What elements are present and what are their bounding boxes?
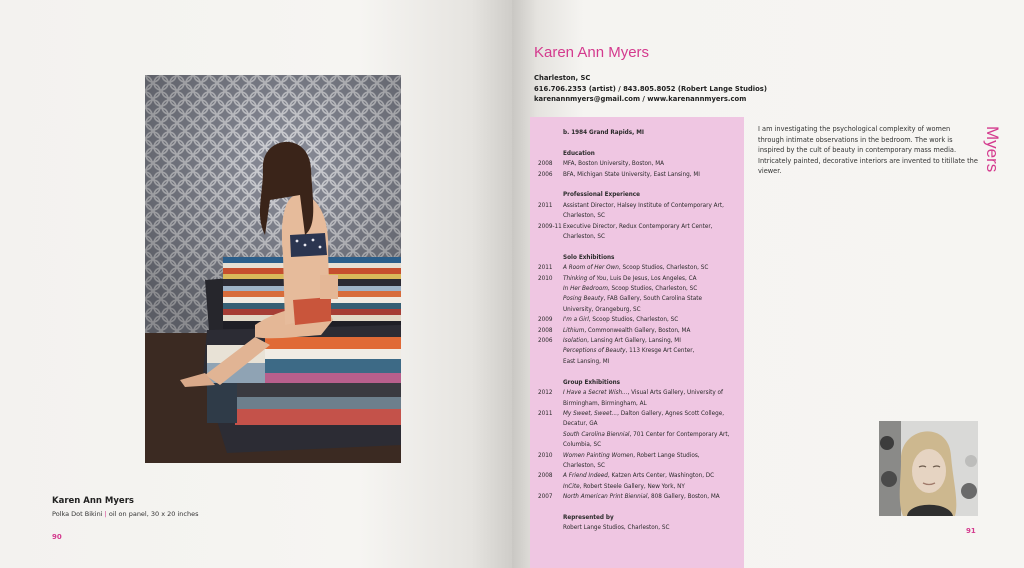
cv-entry-description [563, 430, 744, 440]
cv-entry-description [563, 471, 744, 481]
cv-entry [538, 346, 744, 356]
exhibition-title: North American Print Biennial [563, 494, 648, 501]
cv-entry [538, 222, 744, 232]
painting-illustration [145, 75, 401, 463]
cv-entry [538, 482, 744, 492]
vertical-name-tab [982, 126, 1004, 186]
cv-entry-description [563, 346, 744, 356]
cv-entry-description [563, 357, 744, 367]
cv-entry [538, 201, 744, 211]
cv-entry-year [538, 284, 563, 294]
exhibition-venue: , Scoop Studios, Charleston, SC [618, 265, 709, 272]
exhibition-title: Isolation [563, 338, 588, 345]
exhibition-venue: , Robert Lange Studios, [633, 452, 700, 459]
cv-entry [538, 326, 744, 336]
exhibition-venue: , 808 Gallery, Boston, MA [647, 494, 720, 501]
caption-medium: oil on panel, 30 x 20 inches [108, 510, 199, 518]
cv-entry [538, 399, 744, 409]
exhibition-title: Posing Beauty [563, 296, 604, 303]
cv-entry-description [563, 305, 744, 315]
cv-entry-year: 2010 [538, 452, 553, 459]
cv-entry [538, 263, 744, 273]
cv-entry-description [563, 274, 744, 284]
cv-entry [538, 409, 744, 419]
cv-entry-description [563, 263, 744, 273]
caption-artist-name: Karen Ann Myers [52, 496, 134, 506]
cv-entry-year: 2009-11 [538, 223, 562, 230]
cv-entry [538, 170, 744, 180]
cv-entry-description [563, 409, 744, 419]
contact-web: karenannmyers@gmail.com / www.karenannmyers.com [534, 95, 747, 103]
exhibition-title: Thinking of You [563, 275, 607, 282]
exhibition-title: I Have a Secret Wish... [563, 390, 628, 397]
exhibition-venue: , Commonwealth Gallery, Boston, MA [584, 327, 691, 334]
contact-block [534, 73, 767, 105]
caption-artwork-details [52, 510, 198, 518]
exhibition-title: Perceptions of Beauty [563, 348, 626, 355]
vertical-name: Myers [983, 126, 1002, 173]
cv-entry [538, 305, 744, 315]
cv-entry-description [563, 399, 744, 409]
exhibition-title: Lithium [563, 327, 585, 334]
cv-entry-text: Charleston, SC [563, 234, 605, 241]
exhibition-venue: , Visual Arts Gallery, University of [627, 390, 724, 397]
cv-entry-year [538, 211, 563, 221]
cv-entry-year [538, 482, 563, 492]
birth-info: b. 1984 Grand Rapids, MI [563, 130, 645, 136]
group-exhibitions-heading: Group Exhibitions [563, 379, 621, 386]
exhibition-venue: , FAB Gallery, South Carolina State [603, 296, 702, 303]
artist-name-heading: Karen Ann Myers [534, 44, 650, 61]
cv-entry-description [563, 419, 744, 429]
caption-separator: | [104, 510, 107, 518]
cv-entry [538, 430, 744, 440]
cv-entry-text: Executive Director, Redux Contemporary Art Center, [563, 223, 713, 230]
cv-entry [538, 357, 744, 367]
experience-heading: Professional Experience [563, 192, 641, 199]
cv-entry-year [538, 419, 563, 429]
cv-entry [538, 315, 744, 325]
exhibition-venue: Columbia, SC [563, 442, 602, 449]
exhibition-title: My Sweet, Sweet... [563, 410, 618, 417]
cv-entry-year: 2007 [538, 494, 553, 501]
cv-entry-description [563, 451, 744, 461]
cv-entry-year: 2012 [538, 390, 553, 397]
exhibition-title: In Her Bedroom [563, 286, 608, 293]
cv-entry-year [538, 232, 563, 242]
cv-entry [538, 159, 744, 169]
cv-entry-description [563, 326, 744, 336]
exhibition-title: I'm a Girl [563, 317, 589, 324]
cv-entry-year [538, 346, 563, 356]
cv-entry-year [538, 399, 563, 409]
cv-entry-year [538, 305, 563, 315]
cv-entry [538, 274, 744, 284]
exhibition-venue: , Scoop Studios, Charleston, SC [588, 317, 679, 324]
exhibition-venue: , Dalton Gallery, Agnes Scott College, [617, 410, 725, 417]
cv-entry-year: 2010 [538, 275, 553, 282]
exhibition-venue: , Katzen Arts Center, Washington, DC [607, 473, 715, 480]
cv-entry-year [538, 357, 563, 367]
exhibition-venue: , Lansing Art Gallery, Lansing, MI [587, 338, 681, 345]
solo-exhibitions-heading: Solo Exhibitions [563, 254, 615, 261]
cv-entry-description [563, 315, 744, 325]
cv-entry-year [538, 461, 563, 471]
exhibition-venue: , 113 Kresge Art Center, [625, 348, 695, 355]
exhibition-venue: Birmingham, Birmingham, AL [563, 400, 647, 407]
cv-entry-text: BFA, Michigan State University, East Lansing, MI [563, 171, 700, 178]
caption-title: Polka Dot Bikini [52, 510, 103, 518]
cv-entry [538, 419, 744, 429]
cv-entry-description [563, 461, 744, 471]
exhibition-venue: , 701 Center for Contemporary Art, [629, 431, 730, 438]
artist-portrait-photo [879, 421, 978, 516]
cv-entry-text: MFA, Boston University, Boston, MA [563, 161, 665, 168]
exhibition-title: InCite [563, 483, 580, 490]
cv-entry-year: 2008 [538, 473, 553, 480]
exhibition-venue: , Scoop Studios, Charleston, SC [607, 286, 698, 293]
cv-entry [538, 284, 744, 294]
cv-entry [538, 336, 744, 346]
exhibition-title: A Friend Indeed [563, 473, 608, 480]
exhibition-venue: University, Orangeburg, SC [563, 306, 641, 313]
education-heading: Education [563, 150, 595, 157]
contact-city: Charleston, SC [534, 74, 591, 82]
cv-entry-description [563, 388, 744, 398]
page-number-left: 90 [52, 533, 62, 541]
cv-entry [538, 294, 744, 304]
exhibition-venue: East Lansing, MI [563, 358, 610, 365]
cv-list [538, 128, 744, 534]
portrait-illustration [879, 421, 978, 516]
cv-entry-year: 2011 [538, 410, 553, 417]
painting-image [145, 75, 401, 463]
cv-entry-description [563, 440, 744, 450]
represented-heading: Represented by [563, 514, 614, 521]
cv-entry [538, 388, 744, 398]
cv-entry [538, 492, 744, 502]
cv-entry-text: Assistant Director, Halsey Institute of Contemporary Art, [563, 202, 724, 209]
cv-entry-description [563, 336, 744, 346]
cv-entry [538, 451, 744, 461]
cv-entry-text: Charleston, SC [563, 213, 605, 220]
cv-entry-description [563, 492, 744, 502]
exhibition-venue: , Luis De Jesus, Los Angeles, CA [606, 275, 697, 282]
cv-entry-year: 2011 [538, 265, 553, 272]
cv-entry-year [538, 294, 563, 304]
cv-entry-year: 2011 [538, 202, 553, 209]
cv-entry-description [563, 284, 744, 294]
represented-gallery: Robert Lange Studios, Charleston, SC [563, 525, 670, 532]
contact-phone: 616.706.2353 (artist) / 843.805.8052 (Robert Lange Studios) [534, 84, 767, 93]
cv-entry-year [538, 430, 563, 440]
cv-entry-year: 2006 [538, 171, 553, 178]
cv-entry [538, 440, 744, 450]
cv-entry-year: 2008 [538, 161, 553, 168]
exhibition-title: South Carolina Biennial [563, 431, 630, 438]
cv-entry-year: 2008 [538, 327, 553, 334]
cv-entry [538, 461, 744, 471]
cv-entry [538, 471, 744, 481]
exhibition-title: A Room of Her Own [563, 265, 619, 272]
exhibition-venue: , Robert Steele Gallery, New York, NY [579, 483, 685, 490]
cv-entry-description [563, 294, 744, 304]
exhibition-title: Women Painting Women [563, 452, 634, 459]
cv-entry-description [563, 482, 744, 492]
cv-entry [538, 211, 744, 221]
cv-entry-year: 2009 [538, 317, 553, 324]
artist-statement: I am investigating the psychological complexity of women through intimate observations in the bedroom. The work is inspired by the cult of beauty in contemporary mass media. Intricately painted, decorative interiors are invented to titillate the viewer. [758, 125, 978, 176]
exhibition-venue: Charleston, SC [563, 462, 605, 469]
exhibition-venue: Decatur, GA [563, 421, 598, 428]
cv-entry-year: 2006 [538, 338, 553, 345]
cv-entry [538, 232, 744, 242]
cv-entry-year [538, 440, 563, 450]
page-number-right: 91 [966, 527, 976, 535]
